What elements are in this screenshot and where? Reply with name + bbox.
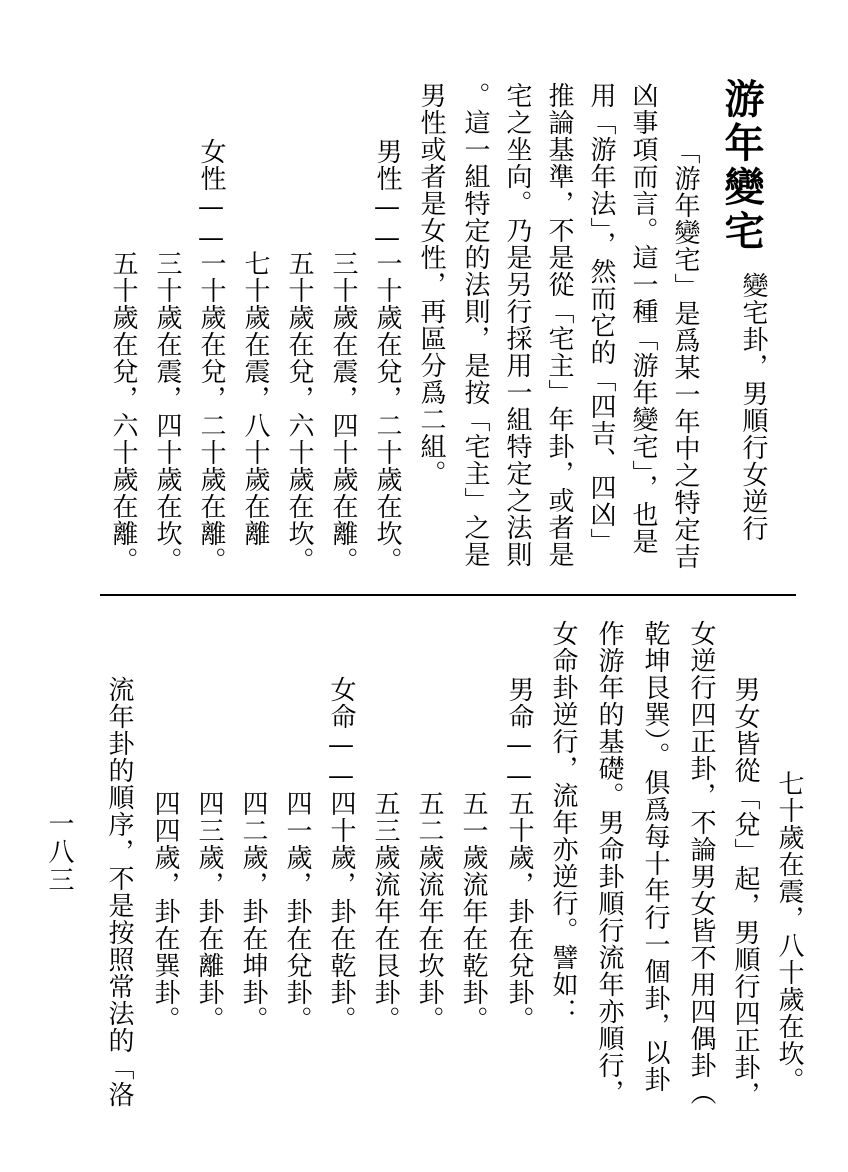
female-label: 女性—— bbox=[196, 138, 226, 254]
female-row: 四一歲，卦在兌卦。 bbox=[282, 790, 312, 1033]
female-row: 四四歲，卦在巽卦。 bbox=[150, 790, 180, 1033]
paragraph-line: 「游年變宅」是爲某一年中之特定吉 bbox=[670, 138, 700, 570]
male-row: 五一歲流年在乾卦。 bbox=[458, 790, 488, 1033]
page-number: 一八三 bbox=[44, 810, 74, 894]
paragraph-line: 作游年的基礎。男命卦順行流年亦順行， bbox=[594, 620, 624, 1106]
male-row: 一十歲在兌，二十歲在坎。 bbox=[372, 250, 402, 574]
female-row: 四二歲，卦在坤卦。 bbox=[238, 790, 268, 1033]
paragraph-line: 宅之坐向。乃是另行採用一組特定之法則 bbox=[502, 82, 532, 568]
closing-line: 流年卦的順序，不是按照常法的「洛 bbox=[104, 676, 134, 1108]
paragraph-line: 女逆行四正卦，不論男女皆不用四偶卦（ bbox=[686, 620, 716, 1106]
male-label: 男性—— bbox=[372, 138, 402, 254]
section-divider bbox=[100, 594, 796, 596]
male-label: 男命—— bbox=[504, 676, 534, 792]
female-row: 四十歲，卦在乾卦。 bbox=[326, 790, 356, 1033]
paragraph-line: 七十歲在震，八十歲在坎。 bbox=[774, 770, 804, 1094]
female-row: 四三歲，卦在離卦。 bbox=[194, 790, 224, 1033]
paragraph-line: 凶事項而言。這一種「游年變宅」，也是 bbox=[628, 82, 658, 555]
male-row: 五三歲流年在艮卦。 bbox=[370, 790, 400, 1033]
male-row: 五十歲，卦在兌卦。 bbox=[504, 790, 534, 1033]
article-title: 游年變宅 bbox=[718, 78, 764, 254]
male-row: 五十歲在兌，六十歲在坎。 bbox=[284, 250, 314, 574]
article-subtitle: 變宅卦，男順行女逆行 bbox=[738, 272, 768, 542]
female-row: 三十歲在震，四十歲在坎。 bbox=[152, 250, 182, 574]
male-row: 七十歲在震，八十歲在離 bbox=[240, 250, 270, 547]
male-row: 五二歲流年在坎卦。 bbox=[414, 790, 444, 1033]
female-row: 一十歲在兌，二十歲在離。 bbox=[196, 250, 226, 574]
paragraph-line: 推論基準，不是從「宅主」年卦，或者是 bbox=[544, 82, 574, 568]
paragraph-line: 。這一組特定的法則，是按「宅主」之是 bbox=[460, 82, 490, 568]
paragraph-line: 用「游年法」，然而它的「四吉、四凶」 bbox=[586, 82, 616, 555]
male-row: 三十歲在震，四十歲在離。 bbox=[328, 250, 358, 574]
paragraph-line: 乾坤艮巽）。俱爲每十年行一個卦，以卦 bbox=[640, 620, 670, 1093]
female-row: 五十歲在兌，六十歲在離。 bbox=[108, 250, 138, 574]
paragraph-line: 女命卦逆行，流年亦逆行。譬如： bbox=[548, 620, 578, 1025]
paragraph-line: 男女皆從「兌」起，男順行四正卦， bbox=[730, 676, 760, 1108]
paragraph-line: 男性或者是女性，再區分爲二組。 bbox=[416, 82, 446, 487]
female-label: 女命—— bbox=[326, 676, 356, 792]
